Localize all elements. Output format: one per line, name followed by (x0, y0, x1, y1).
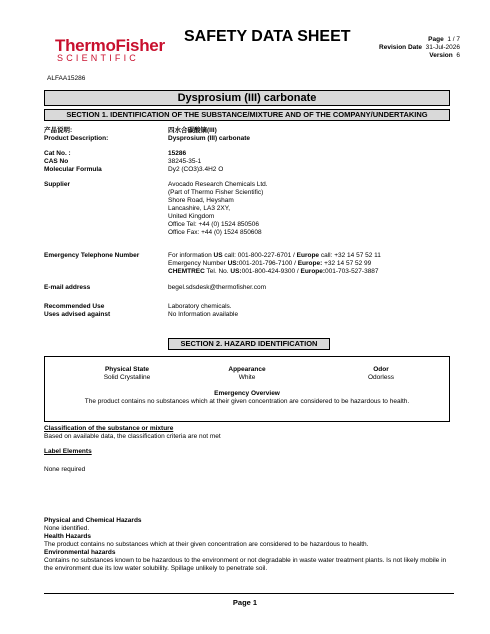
physical-state-value: Solid Crystalline (103, 374, 151, 381)
supplier-line: Lancashire, LA3 2XY, (168, 205, 231, 212)
odor-label: Odor (373, 366, 389, 373)
product-name-banner: Dysprosium (III) carbonate (44, 90, 450, 106)
hazard-summary-box (44, 356, 450, 422)
document-meta (379, 36, 460, 60)
product-desc-cn-label: 产品说明: (44, 127, 73, 134)
page-value: 1 / 7 (447, 36, 460, 43)
recommended-use-value: Laboratory chemicals. (168, 303, 232, 310)
supplier-line: Office Tel: +44 (0) 1524 850506 (168, 221, 260, 228)
version-value: 6 (456, 52, 460, 59)
version-label: Version (429, 52, 453, 59)
cas-value: 38245-35-1 (168, 158, 202, 165)
supplier-label: Supplier (44, 181, 71, 188)
logo-subtitle: SCIENTIFIC (57, 53, 140, 63)
label-elements-value: None required (44, 466, 86, 473)
page-footer: Page 1 (232, 598, 258, 607)
supplier-line: United Kingdom (168, 213, 215, 220)
supplier-line: Shore Road, Heysham (168, 197, 234, 204)
page-label: Page (428, 36, 444, 43)
emergency-label: Emergency Telephone Number (44, 252, 140, 259)
revision-value: 31-Jul-2026 (425, 44, 460, 51)
emergency-overview-value: The product contains no substances which at their given concentration are considered to be hazardous to health. (84, 398, 410, 405)
emergency-line-2: Emergency Number US:001-201-796-7100 / Europe: +32 14 57 52 99 (168, 260, 372, 267)
appearance-value: White (238, 374, 256, 381)
thermofisher-logo: ThermoFisher (55, 36, 165, 55)
odor-value: Odorless (367, 374, 394, 381)
uses-advised-against-label: Uses advised against (44, 311, 111, 318)
cas-label: CAS No (44, 158, 69, 165)
document-title: SAFETY DATA SHEET (184, 28, 351, 45)
email-label: E-mail address (44, 284, 91, 291)
product-code: ALFAA15286 (47, 75, 86, 82)
classification-heading: Classification of the substance or mixture (44, 425, 174, 432)
health-hazards-value: The product contains no substances which at their given concentration are considered to be hazardous to health. (44, 541, 369, 548)
revision-label: Revision Date (379, 44, 423, 51)
supplier-line: (Part of Thermo Fisher Scientific) (168, 189, 264, 196)
emergency-overview-label: Emergency Overview (214, 390, 280, 397)
supplier-line: Avocado Research Chemicals Ltd. (168, 181, 268, 188)
uses-advised-against-value: No Information available (168, 311, 239, 318)
emergency-line-3: CHEMTREC Tel. No. US:001-800-424-9300 / Europe:001-703-527-3887 (168, 268, 379, 275)
appearance-label: Appearance (228, 366, 266, 373)
emergency-line-1: For information US call: 001-800-227-6701 / Europe call: +32 14 57 52 11 (168, 252, 381, 259)
phys-hazards-value: None identified. (44, 525, 90, 532)
footer-divider (44, 593, 454, 594)
health-hazards-heading: Health Hazards (44, 533, 91, 540)
label-elements-heading: Label Elements (44, 448, 92, 455)
physical-state-label: Physical State (104, 366, 150, 373)
supplier-line: Office Fax: +44 (0) 1524 850608 (168, 229, 262, 236)
recommended-use-label: Recommended Use (44, 303, 105, 310)
cat-label: Cat No. : (44, 150, 71, 157)
section2-title: SECTION 2. HAZARD IDENTIFICATION (168, 338, 330, 350)
formula-label: Molecular Formula (44, 166, 102, 173)
product-desc-label: Product Description: (44, 135, 109, 142)
product-desc-cn-value: 四水合碳酸镝(III) (168, 127, 217, 134)
cat-value: 15286 (168, 150, 187, 157)
product-desc-value: Dysprosium (III) carbonate (168, 135, 250, 142)
section1-title: SECTION 1. IDENTIFICATION OF THE SUBSTANCE/MIXTURE AND OF THE COMPANY/UNDERTAKING (44, 109, 450, 121)
env-hazards-value: Contains no substances known to be hazardous to the environment or not degradable in waste water treatment plants. Is not likely mobile in the environment due its low water solubility. Spillage unlikely to penetrate soil. (44, 557, 447, 572)
env-hazards-heading: Environmental hazards (44, 549, 116, 556)
phys-hazards-heading: Physical and Chemical Hazards (44, 517, 142, 524)
classification-value: Based on available data, the classification criteria are not met (44, 433, 221, 440)
formula-value: Dy2 (CO3)3.4H2 O (168, 166, 224, 173)
email-value[interactable]: begel.sdsdesk@thermofisher.com (168, 284, 267, 291)
